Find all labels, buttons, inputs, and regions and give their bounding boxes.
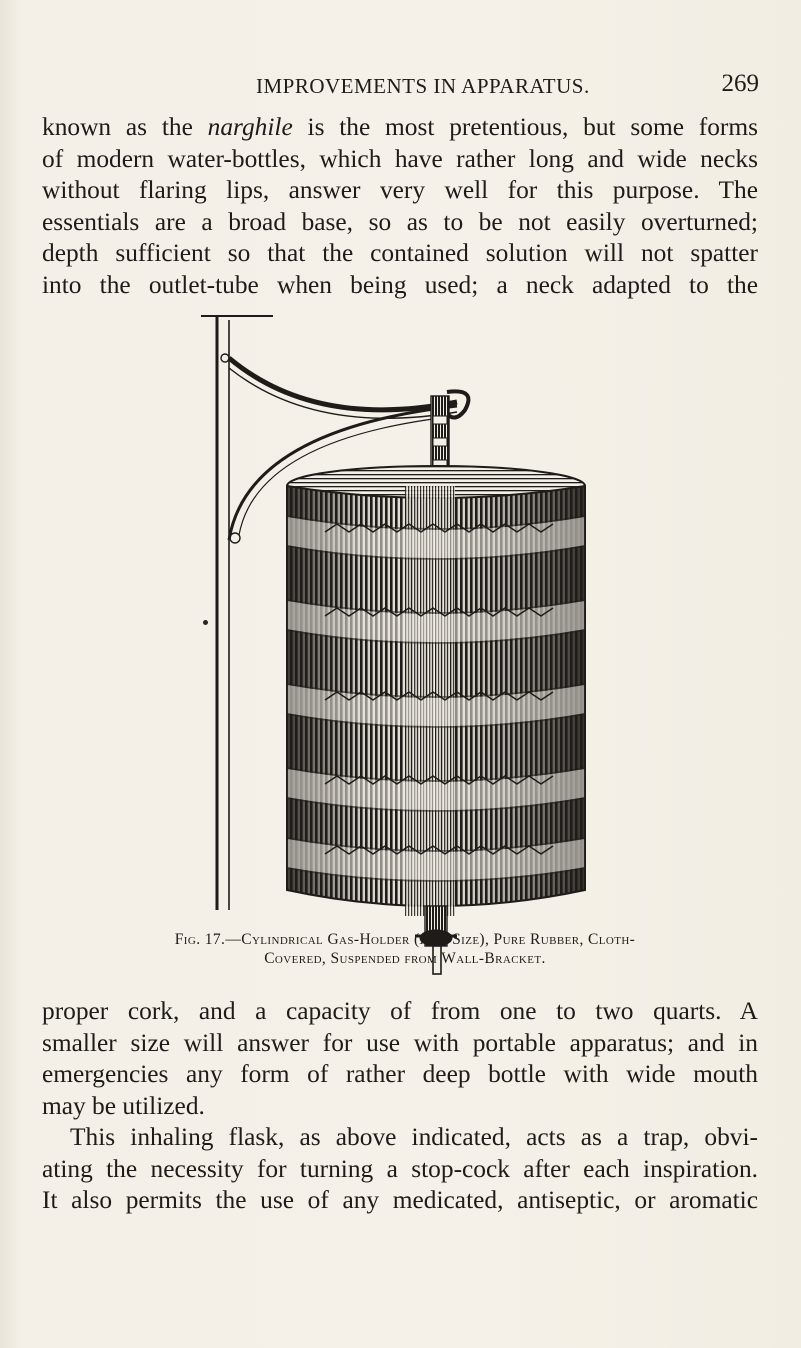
paragraph-1: [42, 112, 758, 301]
text-line: proper cork, and a capacity of from one to two quarts. A: [42, 997, 758, 1025]
text-line: without flaring lips, answer very well for this purpose. The: [42, 176, 758, 204]
page-header: [256, 70, 759, 104]
caption-line: Covered, Suspended from Wall-Bracket.: [264, 950, 546, 967]
text-line: may be utilized.: [42, 1091, 205, 1120]
italic-term: narghile: [207, 113, 293, 141]
text-line: essentials are a broad base, so as to be not easily overturned;: [42, 207, 758, 236]
rubber-cylinder: [287, 466, 585, 916]
text-line: smaller size will answer for use with portable apparatus; and in: [42, 1028, 758, 1057]
gas-holder-illustration: [195, 310, 615, 982]
text-line: ating the necessity for turning a stop-cock after each inspiration.: [42, 1154, 758, 1183]
text-line: of modern water-bottles, which have rather long and wide necks: [42, 144, 758, 173]
text-line: It also permits the use of any medicated, antiseptic, or aromatic: [42, 1186, 758, 1214]
text-line: emergencies any form of rather deep bottle with wide mouth: [42, 1060, 758, 1088]
text-line: depth sufficient so that the contained solution will not spatter: [42, 239, 758, 267]
text-line: This inhaling flask, as above indicated, acts as a trap, obvi-: [70, 1123, 758, 1151]
figure-caption: [60, 930, 750, 968]
text-line: into the outlet-tube when being used; a neck adapted to the: [42, 270, 758, 299]
paragraph-2: [42, 996, 758, 1217]
page-number: 269: [721, 70, 759, 97]
running-title: IMPROVEMENTS IN APPARATUS.: [256, 74, 590, 98]
caption-line: Fig. 17.—Cylindrical Gas-Holder (Any Size), Pure Rubber, Cloth-: [174, 931, 636, 948]
text-line: known as the narghile is the most pretentious, but some forms: [42, 113, 758, 141]
